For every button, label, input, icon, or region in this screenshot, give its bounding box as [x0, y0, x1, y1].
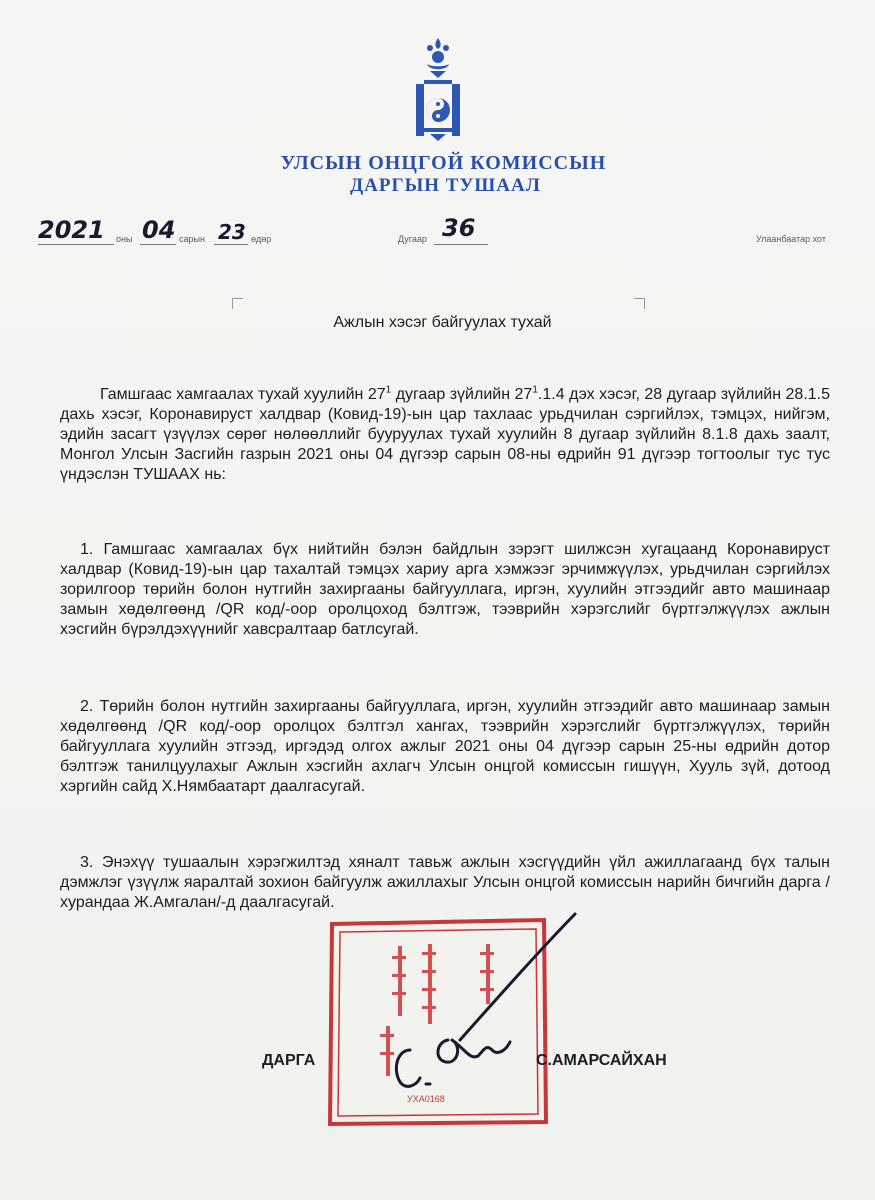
org-title-line2: ДАРГЫН ТУШААЛ [350, 175, 541, 196]
handwritten-number: 36 [442, 214, 476, 242]
day-label: өдөр [251, 234, 272, 244]
number-underline [434, 244, 488, 245]
day-underline [214, 244, 248, 245]
handwritten-signature [370, 900, 620, 1100]
month-label: сарын [179, 234, 205, 244]
year-underline [38, 244, 114, 245]
order-item-1: 1. Гамшгаас хамгаалах бүх нийтийн бэлэн байдлын зэрэгт шилжсэн хугацаанд Коронавируст халдвар (Ковид-19)-ын цар тахалтай тэмцэх хариу арга хэмжээг эрчимжүүлэх, урьдчилан сэргийлэх зорилгоор төрийн болон нутгийн захиргааны байгууллага, иргэн, хуулийн этгээдийг авто машинаар замын хөдөлгөөнд /QR код/-оор оролцоход бэлтгэж, тээврийн хэрэгслийг бүртгэлжүүлэх ажлын хэсгийн бүрэлдэхүүнийг хавсралтаар батлсугай. [60, 541, 830, 638]
intro-text-part3: .1.4 дэх хэсэг, 28 дугаар зүйлийн 28.1.5 дахь хэсэг, Коронавируст халдвар (Ковид-19)-ын цар тахлаас урьдчилан сэргийлэх, тэмцэх, нийгэм, эдийн засагт үзүүлэх сөрөг нөлөөллийг бууруулах тухай хуулийн 8 дугаар зүйлийн 8.1.8 дахь заалт, Монгол Улсын Засгийн газрын 2021 оны 04 дүгээр сарын 08-ны өдрийн 91 дүгээр тогтоолыг тус тус үндэслэн ТУШААХ нь: [60, 386, 831, 483]
soyombo-emblem-icon [408, 38, 468, 144]
date-number-row [0, 212, 875, 252]
number-label: Дугаар [398, 234, 427, 244]
intro-text-part1: Гамшгаас хамгаалах тухай хуулийн 27 [100, 386, 386, 403]
title-corner-mark-left [232, 298, 243, 309]
intro-superscript-2: 1 [532, 384, 538, 396]
document-title: Ажлын хэсэг байгуулах тухай [333, 314, 552, 331]
signer-name: С.АМАРСАЙХАН [536, 1052, 667, 1069]
org-title-line1: УЛСЫН ОНЦГОЙ КОМИССЫН [280, 152, 607, 174]
month-underline [140, 244, 176, 245]
title-corner-mark-right [634, 298, 645, 309]
signer-role: ДАРГА [262, 1052, 316, 1069]
year-label: оны [116, 234, 133, 244]
handwritten-year: 2021 [38, 216, 105, 244]
place-label: Улаанбаатар хот [756, 234, 826, 244]
order-item-2: 2. Төрийн болон нутгийн захиргааны байгууллага, иргэн, хуулийн этгээдийг авто машинаар замын хөдөлгөөнд /QR код/-оор оролцох бэлтгэл хангах, тээврийн хэрэгслийг бүртгэлжүүлэх, төрийн байгууллага хуулийн этгээд, иргэдэд олгох ажлыг 2021 оны 04 дүгээр сарын 25-ны өдрийн дотор бэлтгэж танилцуулахыг Ажлын хэсгийн ахлагч Улсын онцгой комиссын гишүүн, Хууль зүй, дотоод хэргийн сайд Х.Нямбаатарт даалгасугай. [60, 698, 830, 795]
handwritten-day: 23 [218, 220, 246, 244]
intro-text-part2: дугаар зүйлийн 27 [391, 386, 533, 403]
intro-paragraph [60, 385, 830, 485]
intro-superscript-1: 1 [385, 384, 392, 396]
stamp-code: УХА0168 [407, 1094, 445, 1104]
order-item-3: 3. Энэхүү тушаалын хэрэгжилтэд хяналт тавьж ажлын хэсгүүдийн үйл ажиллагаанд бүх талын дэмжлэг үзүүлж яаралтай зохион байгуулж ажиллахыг Улсын онцгой комиссын нарийн бичгийн дарга /хурандаа Ж.Амгалан/-д даалгасугай. [60, 854, 830, 911]
handwritten-month: 04 [142, 216, 176, 244]
